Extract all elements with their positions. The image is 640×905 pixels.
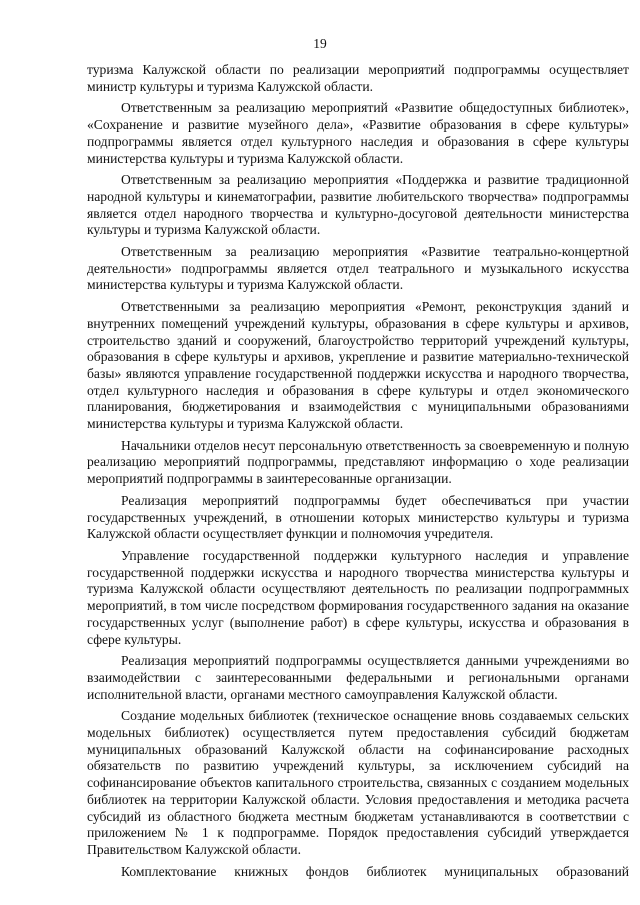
paragraph-folk-culture: Ответственным за реализацию мероприятия «Поддержка и развитие традиционной народной культуры и кинематографии, развитие любительского творчества» подпрограммы является отдел народного творчества и культурно-досуговой деятельности министерства культуры и туризма Калужской области.: [87, 172, 629, 238]
document-body: [87, 62, 629, 880]
paragraph-repair-reconstruction: Ответственными за реализацию мероприятия «Ремонт, реконструкция зданий и внутренних помещений учреждений культуры, образования в сфере культуры и архивов, строительство зданий и сооружений, благоустройство территорий учреждений культуры, образования в сфере культуры и архивов, укрепление и развитие материально-технической базы» являются управление государственной поддержки искусства и народного творчества, отдел культурного наследия и образования в сфере культуры и отдел экономического планирования, бюджетирования и взаимодействия с муниципальными образованиями министерства культуры и туризма Калужской области.: [87, 299, 629, 432]
paragraph-theatre-concert: Ответственным за реализацию мероприятия «Развитие театрально-концертной деятельности» подпрограммы является отдел театрального и музыкального искусства министерства культуры и туризма Калужской области.: [87, 244, 629, 293]
paragraph-management-activities: Управление государственной поддержки культурного наследия и управление государственной поддержки искусства и народного творчества министерства культуры и туризма Калужской области осуществляют деятельность по реализации подпрограммных мероприятий, в том числе посредством формирования государственного задания на оказание государственных услуг (выполнение работ) в сфере культуры, искусства и образования в сфере культуры.: [87, 547, 629, 647]
paragraph-model-libraries: Создание модельных библиотек (техническое оснащение вновь создаваемых сельских модельных библиотек) осуществляется путем предоставления субсидий бюджетам муниципальных образований Калужской области на софинансирование расходных обязательств по развитию учреждений культуры, за исключением субсидий на софинансирование объектов капитального строительства, связанных с созданием модельных библиотек на территории Калужской области. Условия предоставления и методика расчета субсидий из областного бюджета местным бюджетам устанавливаются в соответствии с приложением № 1 к подпрограмме. Порядок предоставления субсидий утверждается Правительством Калужской области.: [87, 708, 629, 857]
paragraph-department-heads: Начальники отделов несут персональную ответственность за своевременную и полную реализацию мероприятий подпрограммы, представляют информацию о ходе реализации мероприятий подпрограммы в заинтересованные организации.: [87, 437, 629, 487]
paragraph-continuation: туризма Калужской области по реализации мероприятий подпрограммы осуществляет министр культуры и туризма Калужской области.: [87, 62, 629, 94]
page-number: 19: [313, 36, 327, 51]
paragraph-interaction: Реализация мероприятий подпрограммы осуществляется данными учреждениями во взаимодействии с заинтересованными федеральными и региональными органами исполнительной власти, органами местного самоуправления Калужской области.: [87, 653, 629, 702]
paragraph-book-funds: Комплектование книжных фондов библиотек муниципальных образований: [121, 863, 629, 879]
paragraph-state-institutions: Реализация мероприятий подпрограммы будет обеспечиваться при участии государственных учреждений, в отношении которых министерство культуры и туризма Калужской области осуществляет функции и полномочия учредителя.: [87, 492, 629, 542]
paragraph-libraries-museums-education: Ответственным за реализацию мероприятий «Развитие общедоступных библиотек», «Сохранение и развитие музейного дела», «Развитие образования в сфере культуры» подпрограммы является отдел культурного наследия и образования в сфере культуры министерства культуры и туризма Калужской области.: [87, 100, 629, 166]
